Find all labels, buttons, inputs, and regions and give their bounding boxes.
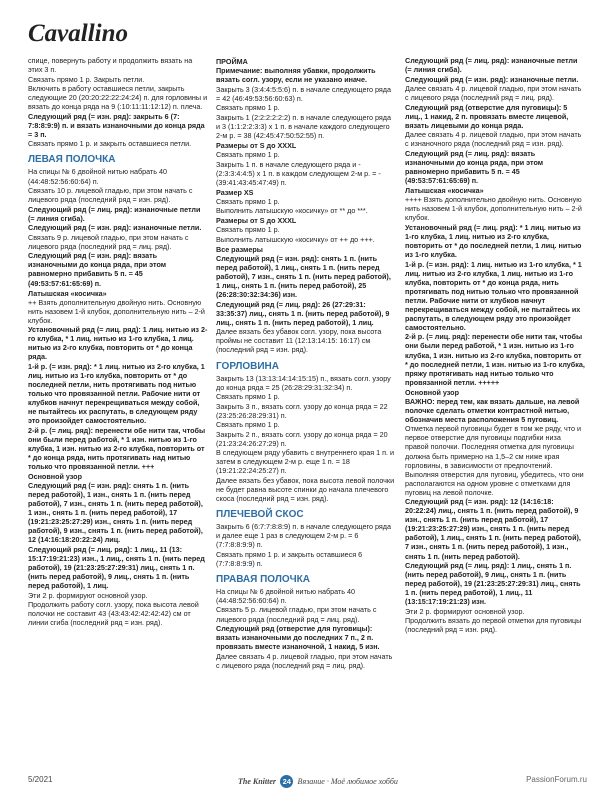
paragraph: Выполнить латышскую «косичку» от ++ до +++. xyxy=(216,234,375,244)
instruction-row: Следующий ряд (отверстие для пуговицы): 5 лиц., 1 накид, 2 п. провязать вместе лицевой, вязать лицевыми до конца ряда. xyxy=(405,102,569,130)
paragraph: Эти 2 р. формируют основной узор. xyxy=(28,590,148,600)
text-column-3 xyxy=(405,56,585,635)
subsection-heading: Все размеры xyxy=(216,244,263,254)
instruction-row: Следующий ряд (= лиц. ряд): 26 (27:29:31: 33:35:37) лиц., снять 1 п. (нить перед работой), 9 лиц., снять 1 п. (нить перед работой), 1 лиц. xyxy=(216,299,390,327)
subsection-heading: Основной узор xyxy=(405,387,459,397)
subsection-heading: Размеры от S до XXXL xyxy=(216,216,297,226)
subsection-heading: Латышская «косичка» xyxy=(405,186,484,196)
paragraph: Связать прямо 1 р. xyxy=(216,149,280,159)
paragraph: Включить в работу оставшиеся петли, закрыть следующие 20 (20:20:22:22:24:24) п. для горловины и вязать до конца ряда на 9 (:10:11:11:12:12) п. плеча. xyxy=(28,84,208,112)
instruction-row: Следующий ряд (= изн. ряд): вязать изнаночными до конца ряда, при этом равномерно прибавить 5 п. = 45 (49:53:57:61:65:69) п. xyxy=(28,251,167,288)
paragraph: Связать прямо 1 р. xyxy=(216,103,280,113)
paragraph: Закрыть 2 п., вязать согл. узору до конца ряда = 20 (21:23:24:26:27:29) п. xyxy=(216,429,388,448)
paragraph: Связать прямо 1 р. xyxy=(216,392,280,402)
paragraph: спице, повернуть работу и продолжить вязать на этих 3 п. xyxy=(28,56,193,75)
section-heading: ПЛЕЧЕВОЙ СКОС xyxy=(216,509,304,521)
paragraph: Отметка первой пуговицы будет в том же ряду, что и первое отверстие для пуговицы подгибки низа правой полочки. Последняя отметка для пуговицы должна быть примерно на 1,5–2 см ниже края горловины, в зависимости от предпочтений. Выполняя отверстия для пуговиц, убедитесь, что они располагаются на одном уровне с отметками для пуговиц на левой полочке. xyxy=(405,424,584,497)
instruction-row: 1-й р. (= изн. ряд): 1 лиц. нитью из 1-го клубка, * 1 лиц. нитью из 2-го клубка, 1 лиц. нитью из 1-го клубка, повторить от * до конца ряда, нить протягивать под нитью только что провязанной петли. Рабочие нити от клубков начнут перекрещиваться между собой, не пытайтесь их распутать, в следующем ряду это произойдет самостоятельно. xyxy=(405,259,582,332)
paragraph: ++ Взять дополнительную двойную нить. Основную нить назовем 1-й клубок, дополнительную нить – 2-й клубок. xyxy=(28,297,205,325)
paragraph: Закрыть 13 (13:13:14:14:15:15) п., вязать согл. узору до конца ряда = 25 (26:28:29:31:32:34) п. xyxy=(216,373,391,392)
paragraph: Закрыть 3 (3:4:4:5:5:6) п. в начале следующего ряда = 42 (46:49:53:56:60:63) п. xyxy=(216,84,391,103)
subsection-heading: Размер XS xyxy=(216,187,254,197)
paragraph: Связать прямо 1 р. и закрыть оставшиеся петли. xyxy=(28,139,192,149)
paragraph: Далее вязать без убавок согл. узору, пока высота проймы не составит 11 (12:13:14:15: 16:17) см (последний ряд = изн. ряд). xyxy=(216,327,382,355)
instruction-row: ВАЖНО: перед тем, как вязать дальше, на левой полочке сделать отметки контрастной нитью, обозначив места расположения 5 пуговиц. xyxy=(405,396,580,424)
instruction-row: Следующий ряд (= лиц. ряд): 1 лиц., снять 1 п. (нить перед работой), 9 лиц., снять 1 п. (нить перед работой), 19 (21:23:25:27:29:31) лиц., снять 1 п. (нить перед работой), 1 лиц., 11 (13:15:17:19:21:23) изн. xyxy=(405,561,581,607)
instruction-row: Следующий ряд (= лиц. ряд): 1 лиц., 11 (13: 15:17:19:21:23) изн., 1 лиц., снять 1 п. (нить перед работой), 19 (21:23:25:27:29:31) лиц., снять 1 п. (нить перед работой), 9 лиц., снять 1 п. (нить перед работой), 1 лиц. xyxy=(28,544,205,591)
instruction-row: Следующий ряд (= лиц. ряд): изнаночные петли (= линия сгиба). xyxy=(405,56,578,75)
paragraph: Далее связать 4 р. лицевой гладью, при этом начать с лицевого ряда (последний ряд = лиц. ряд). xyxy=(405,84,582,103)
instruction-row: Следующий ряд (= изн. ряд): изнаночные петли. xyxy=(28,223,202,233)
section-heading: ГОРЛОВИНА xyxy=(216,360,280,372)
paragraph: Далее связать 4 р. лицевой гладью, при этом начать с изнаночного ряда (последний ряд = изн. ряд). xyxy=(405,130,582,149)
instruction-row: Следующий ряд (= изн. ряд): снять 1 п. (нить перед работой), 1 изн., снять 1 п. (нить перед работой), 7 изн., снять 1 п. (нить перед работой), 1 изн., снять 1 п. (нить перед работой), 17 (19:21:23:25:27:29) изн., снять 1 п. (нить перед работой), 9 изн., снять 1 п. (нить перед работой), 12 (14:16:18:20:22:24) лиц. xyxy=(28,481,203,545)
instruction-row: Установочный ряд (= лиц. ряд): * 1 лиц. нитью из 1-го клубка, 1 лиц. нитью из 2-го клубка, повторить от * до последней петли, 1 лиц. нитью из 1-го клубка. xyxy=(405,222,582,259)
paragraph: Связать 10 р. лицевой гладью, при этом начать с лицевого ряда (последний ряд = изн. ряд). xyxy=(28,186,193,205)
paragraph: Закрыть 6 (6:7:7:8:8:9) п. в начале следующего ряда и далее еще 1 раз в следующем 2-м р. = 6 (7:7:8:8:9:9) п. xyxy=(216,522,391,550)
subsection-heading: ПРОЙМА xyxy=(216,57,248,66)
section-heading: ЛЕВАЯ ПОЛОЧКА xyxy=(28,154,116,166)
instruction-row: Следующий ряд (= лиц. ряд): вязать изнаночными до конца ряда, при этом равномерно прибавить 5 п. = 45 (49:53:57:61:65:69) п. xyxy=(405,148,544,186)
paragraph: Связать прямо 1 р. Закрыть петли. xyxy=(28,74,145,84)
page-number: 24 xyxy=(280,775,293,788)
paragraph: На спицы № 6 двойной нитью набрать 40 (44:48:52:56:60:64) п. xyxy=(28,167,167,186)
text-column-1 xyxy=(28,56,208,628)
paragraph: ++++ Взять дополнительно двойную нить. Основную нить назовем 1-й клубок, дополнительную нить – 2-й клубок. xyxy=(405,195,582,223)
paragraph: Выполнить латышскую «косичку» от ** до ***. xyxy=(216,206,368,216)
instruction-row: 2-й р. (= лиц. ряд): перенести обе нити так, чтобы они были перед работой, * 1 изн. нитью из 1-го клубка, 1 изн. нитью из 2-го клубка, повторить от * до последней петли, 1 изн. нитью из 1-го клубка, пряжу протягивать над нитью только что провязанной петли. +++++ xyxy=(405,332,585,387)
paragraph: Связать прямо 1 р. xyxy=(216,420,280,430)
paragraph: Закрыть 1 (2:2:2:2:2:2) п. в начале следующего ряда и 3 (1:1:2:2:3:3) x 1 п. в начале каждого следующего 2-м р. = 38 (42:45:47:50:52:55) п. xyxy=(216,112,391,140)
watermark: PassionForum.ru xyxy=(526,775,587,784)
paragraph: Связать 5 р. лицевой гладью, при этом начать с лицевого ряда (последний ряд = лиц. ряд). xyxy=(216,605,377,624)
paragraph: Связать прямо 1 р. и закрыть оставшиеся 6 (7:7:8:8:9:9) п. xyxy=(216,549,363,568)
instruction-row: Следующий ряд (= изн. ряд): изнаночные петли. xyxy=(405,74,579,84)
instruction-row: Примечание: выполняя убавки, продолжить вязать согл. узору, если не указано иначе. xyxy=(216,66,376,85)
page-title: Cavallino xyxy=(28,20,129,47)
instruction-row: Следующий ряд (= изн. ряд): закрыть 6 (7: 7:8:8:9:9) п. и вязать изнаночными до конца ряда = 3 п. xyxy=(28,111,205,139)
instruction-row: Следующий ряд (= лиц. ряд): изнаночные петли (= линия сгиба). xyxy=(28,204,201,223)
paragraph: Эти 2 р. формируют основной узор. xyxy=(405,606,525,616)
subsection-heading: Латышская «косичка» xyxy=(28,288,107,298)
paragraph: Продолжить вязать до первой отметки для пуговицы (последний ряд = изн. ряд). xyxy=(405,616,582,635)
magazine-subtitle: Вязание · Моё любимое хобби xyxy=(297,777,398,786)
paragraph: На спицы № 6 двойной нитью набрать 40 (44:48:52:56:60:64) п. xyxy=(216,586,355,605)
subsection-heading: Размеры от S до XXXL xyxy=(216,140,297,150)
paragraph: Продолжить работу согл. узору, пока высота левой полочки не составит 43 (43:43:42:42:42:42) см от линии сгиба (последний ряд = изн. ряд). xyxy=(28,600,199,628)
instruction-row: Следующий ряд (= изн. ряд): 12 (14:16:18: 20:22:24) лиц., снять 1 п. (нить перед работой), 9 изн., снять 1 п. (нить перед работой), 17 (19:21:23:25:27:29) изн., снять 1 п. (нить перед работой), 1 лиц., снять 1 п. (нить перед работой), 7 изн., снять 1 п. (нить перед работой), 1 изн., снять 1 п. (нить перед работой). xyxy=(405,497,581,561)
magazine-name: The Knitter xyxy=(238,777,277,786)
paragraph: Закрыть 1 п. в начале следующего ряда и - (2:3:3:4:4:5) x 1 п. в каждом следующем 2-м р. = - (39:41:43:45:47:49) п. xyxy=(216,159,381,187)
subsection-heading: Основной узор xyxy=(28,472,82,482)
paragraph: Связать 9 р. лицевой гладью, при этом начать с лицевого ряда (последний ряд = лиц. ряд). xyxy=(28,232,189,251)
issue-number: 5/2021 xyxy=(28,775,53,784)
section-heading: ПРАВАЯ ПОЛОЧКА xyxy=(216,573,310,585)
text-column-2 xyxy=(216,56,396,670)
paragraph: Далее вязать без убавок, пока высота левой полочки не будет равна высоте спинки до начала плечевого скоса (последний ряд = изн. ряд). xyxy=(216,476,395,504)
paragraph: В следующем ряду убавить с внутреннего края 1 п. и затем в следующем 2-м р. еще 1 п. = 18 (19:21:22:24:25:27) п. xyxy=(216,448,395,476)
instruction-row: Следующий ряд (отверстие для пуговицы): вязать изнаночными до последних 7 п., 2 п. провязать вместе изнаночной, 1 накид, 5 изн. xyxy=(216,624,380,652)
instruction-row: 2-й р. (= лиц. ряд): перенести обе нити так, чтобы они были перед работой, * 1 изн. нитью из 1-го клубка, 1 изн. нитью из 2-го клубка, повторить от * до конца ряда, нить протягивать над нитью только что провязанной петли. +++ xyxy=(28,425,206,471)
paragraph: Закрыть 3 п., вязать согл. узору до конца ряда = 22 (23:25:26:28:29:31) п. xyxy=(216,401,388,420)
instruction-row: 1-й р. (= изн. ряд): * 1 лиц. нитью из 2-го клубка, 1 лиц. нитью из 1-го клубка, повторить от * до последней петли, нить протягивать под нитью только что провязанной петли. Рабочие нити от клубков начнут перекрещиваться между собой, не пытайтесь их распутать, в следующем ряду это произойдет самостоятельно. xyxy=(28,361,205,426)
instruction-row: Следующий ряд (= изн. ряд): снять 1 п. (нить перед работой), 1 лиц., снять 1 п. (нить перед работой), 7 изн., снять 1 п. (нить перед работой), 1 лиц., снять 1 п. (нить перед работой), 25 (26:28:30:32:34:36) изн. xyxy=(216,253,391,300)
paragraph: Далее связать 4 р. лицевой гладью, при этом начать с лицевого ряда (последний ряд = лиц. ряд). xyxy=(216,651,393,670)
instruction-row: Установочный ряд (= лиц. ряд): 1 лиц. нитью из 2-го клубка, * 1 лиц. нитью из 1-го клубка, 1 лиц. нитью из 2-го клубка, повторить от * до конца ряда. xyxy=(28,325,208,362)
paragraph: Связать прямо 1 р. xyxy=(216,196,280,206)
footer-magazine xyxy=(238,775,398,788)
paragraph: Связать прямо 1 р. xyxy=(216,225,280,235)
